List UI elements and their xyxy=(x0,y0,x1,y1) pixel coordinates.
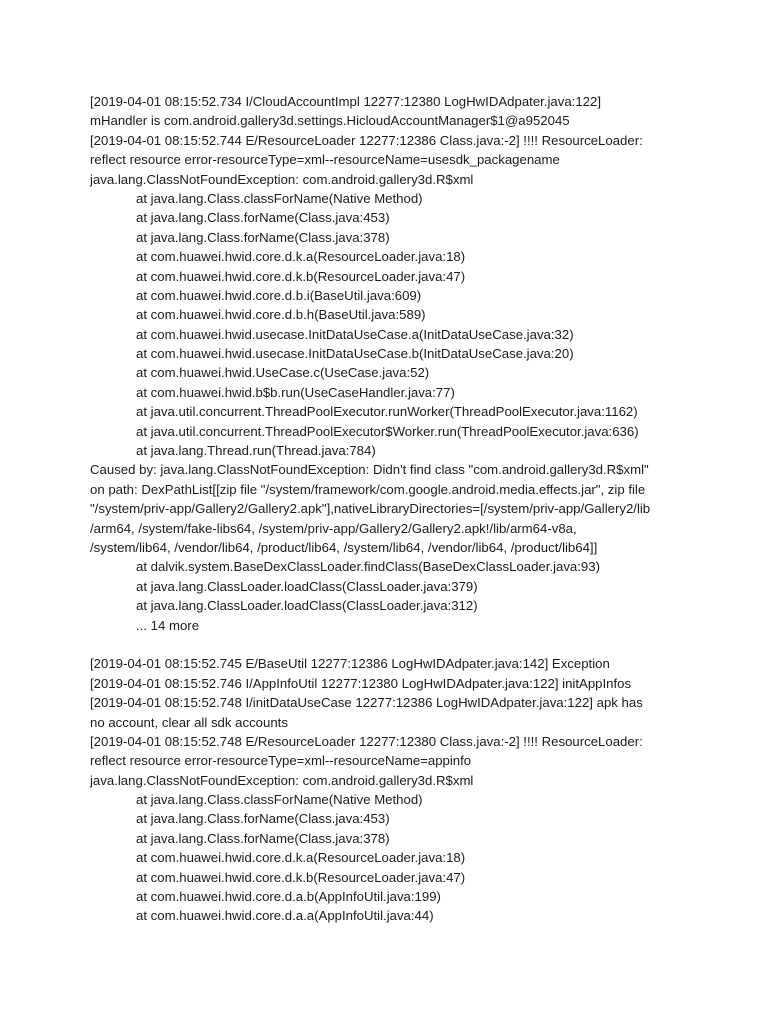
stack-trace-line: at com.huawei.hwid.core.d.k.b(ResourceLoader.java:47) xyxy=(136,869,466,885)
log-line: java.lang.ClassNotFoundException: com.android.gallery3d.R$xml xyxy=(90,772,474,788)
log-document xyxy=(90,92,690,926)
stack-trace-line: at com.huawei.hwid.core.d.a.a(AppInfoUtil.java:44) xyxy=(136,908,434,924)
stack-trace-line: at java.lang.ClassLoader.loadClass(ClassLoader.java:312) xyxy=(136,598,478,614)
stack-trace-line: at java.lang.ClassLoader.loadClass(ClassLoader.java:379) xyxy=(136,578,478,594)
log-line: [2019-04-01 08:15:52.748 I/initDataUseCase 12277:12386 LogHwIDAdpater.java:122] apk has xyxy=(90,695,643,711)
log-line: no account, clear all sdk accounts xyxy=(90,714,288,730)
stack-trace-line: at java.util.concurrent.ThreadPoolExecutor$Worker.run(ThreadPoolExecutor.java:636) xyxy=(136,423,639,439)
log-line: /arm64, /system/fake-libs64, /system/priv-app/Gallery2/Gallery2.apk!/lib/arm64-v8a, xyxy=(90,520,577,536)
stack-trace-line: at com.huawei.hwid.core.d.k.a(ResourceLoader.java:18) xyxy=(136,249,466,265)
blank-line xyxy=(90,635,690,654)
stack-trace-line: at java.lang.Class.forName(Class.java:453) xyxy=(136,210,390,226)
log-line: [2019-04-01 08:15:52.748 E/ResourceLoader 12277:12380 Class.java:-2] !!!! ResourceLoader: xyxy=(90,733,643,749)
log-line: [2019-04-01 08:15:52.745 E/BaseUtil 12277:12386 LogHwIDAdpater.java:142] Exception xyxy=(90,656,610,672)
log-line: [2019-04-01 08:15:52.734 I/CloudAccountImpl 12277:12380 LogHwIDAdpater.java:122] xyxy=(90,94,602,109)
log-line: Caused by: java.lang.ClassNotFoundException: Didn't find class "com.android.gallery3d.R$xml" xyxy=(90,462,649,478)
stack-trace-line: at com.huawei.hwid.core.d.k.a(ResourceLoader.java:18) xyxy=(136,850,466,866)
stack-trace-line: at com.huawei.hwid.b$b.run(UseCaseHandler.java:77) xyxy=(136,384,455,400)
log-line: [2019-04-01 08:15:52.744 E/ResourceLoader 12277:12386 Class.java:-2] !!!! ResourceLoader: xyxy=(90,132,643,148)
stack-trace-line: at java.lang.Thread.run(Thread.java:784) xyxy=(136,443,376,459)
log-line: on path: DexPathList[[zip file "/system/framework/com.google.android.media.effects.jar", zip file xyxy=(90,481,646,497)
stack-trace-line: at com.huawei.hwid.core.d.b.i(BaseUtil.java:609) xyxy=(136,287,422,303)
log-line: /system/lib64, /vendor/lib64, /product/lib64, /system/lib64, /vendor/lib64, /product/lib64]] xyxy=(90,539,598,555)
log-line: java.lang.ClassNotFoundException: com.android.gallery3d.R$xml xyxy=(90,171,474,187)
stack-trace-line: at com.huawei.hwid.core.d.b.h(BaseUtil.java:589) xyxy=(136,307,426,323)
log-line: mHandler is com.android.gallery3d.settings.HicloudAccountManager$1@a952045 xyxy=(90,113,570,129)
stack-trace-line: at java.lang.Class.forName(Class.java:378) xyxy=(136,229,390,245)
log-line: "/system/priv-app/Gallery2/Gallery2.apk"],nativeLibraryDirectories=[/system/priv-app/Gallery2/lib xyxy=(90,501,651,517)
stack-trace-line: at java.lang.Class.forName(Class.java:378) xyxy=(136,830,390,846)
log-line: reflect resource error-resourceType=xml--resourceName=appinfo xyxy=(90,753,472,769)
stack-trace-line: at com.huawei.hwid.usecase.InitDataUseCase.a(InitDataUseCase.java:32) xyxy=(136,326,574,342)
stack-trace-line: at com.huawei.hwid.UseCase.c(UseCase.java:52) xyxy=(136,365,430,381)
log-line: [2019-04-01 08:15:52.746 I/AppInfoUtil 12277:12380 LogHwIDAdpater.java:122] initAppInfos xyxy=(90,675,632,691)
stack-trace-line: at com.huawei.hwid.core.d.k.b(ResourceLoader.java:47) xyxy=(136,268,466,284)
stack-trace-line: at java.lang.Class.forName(Class.java:453) xyxy=(136,811,390,827)
log-line: reflect resource error-resourceType=xml--resourceName=usesdk_packagename xyxy=(90,152,560,168)
stack-trace-line: at java.util.concurrent.ThreadPoolExecutor.runWorker(ThreadPoolExecutor.java:1162) xyxy=(136,404,638,420)
stack-trace-line: at com.huawei.hwid.usecase.InitDataUseCase.b(InitDataUseCase.java:20) xyxy=(136,346,574,362)
stack-trace-line: at java.lang.Class.classForName(Native Method) xyxy=(136,792,423,808)
stack-trace-line: at dalvik.system.BaseDexClassLoader.findClass(BaseDexClassLoader.java:93) xyxy=(136,559,600,575)
stack-trace-line: ... 14 more xyxy=(136,617,200,633)
stack-trace-line: at java.lang.Class.classForName(Native Method) xyxy=(136,190,423,206)
stack-trace-line: at com.huawei.hwid.core.d.a.b(AppInfoUtil.java:199) xyxy=(136,889,441,905)
